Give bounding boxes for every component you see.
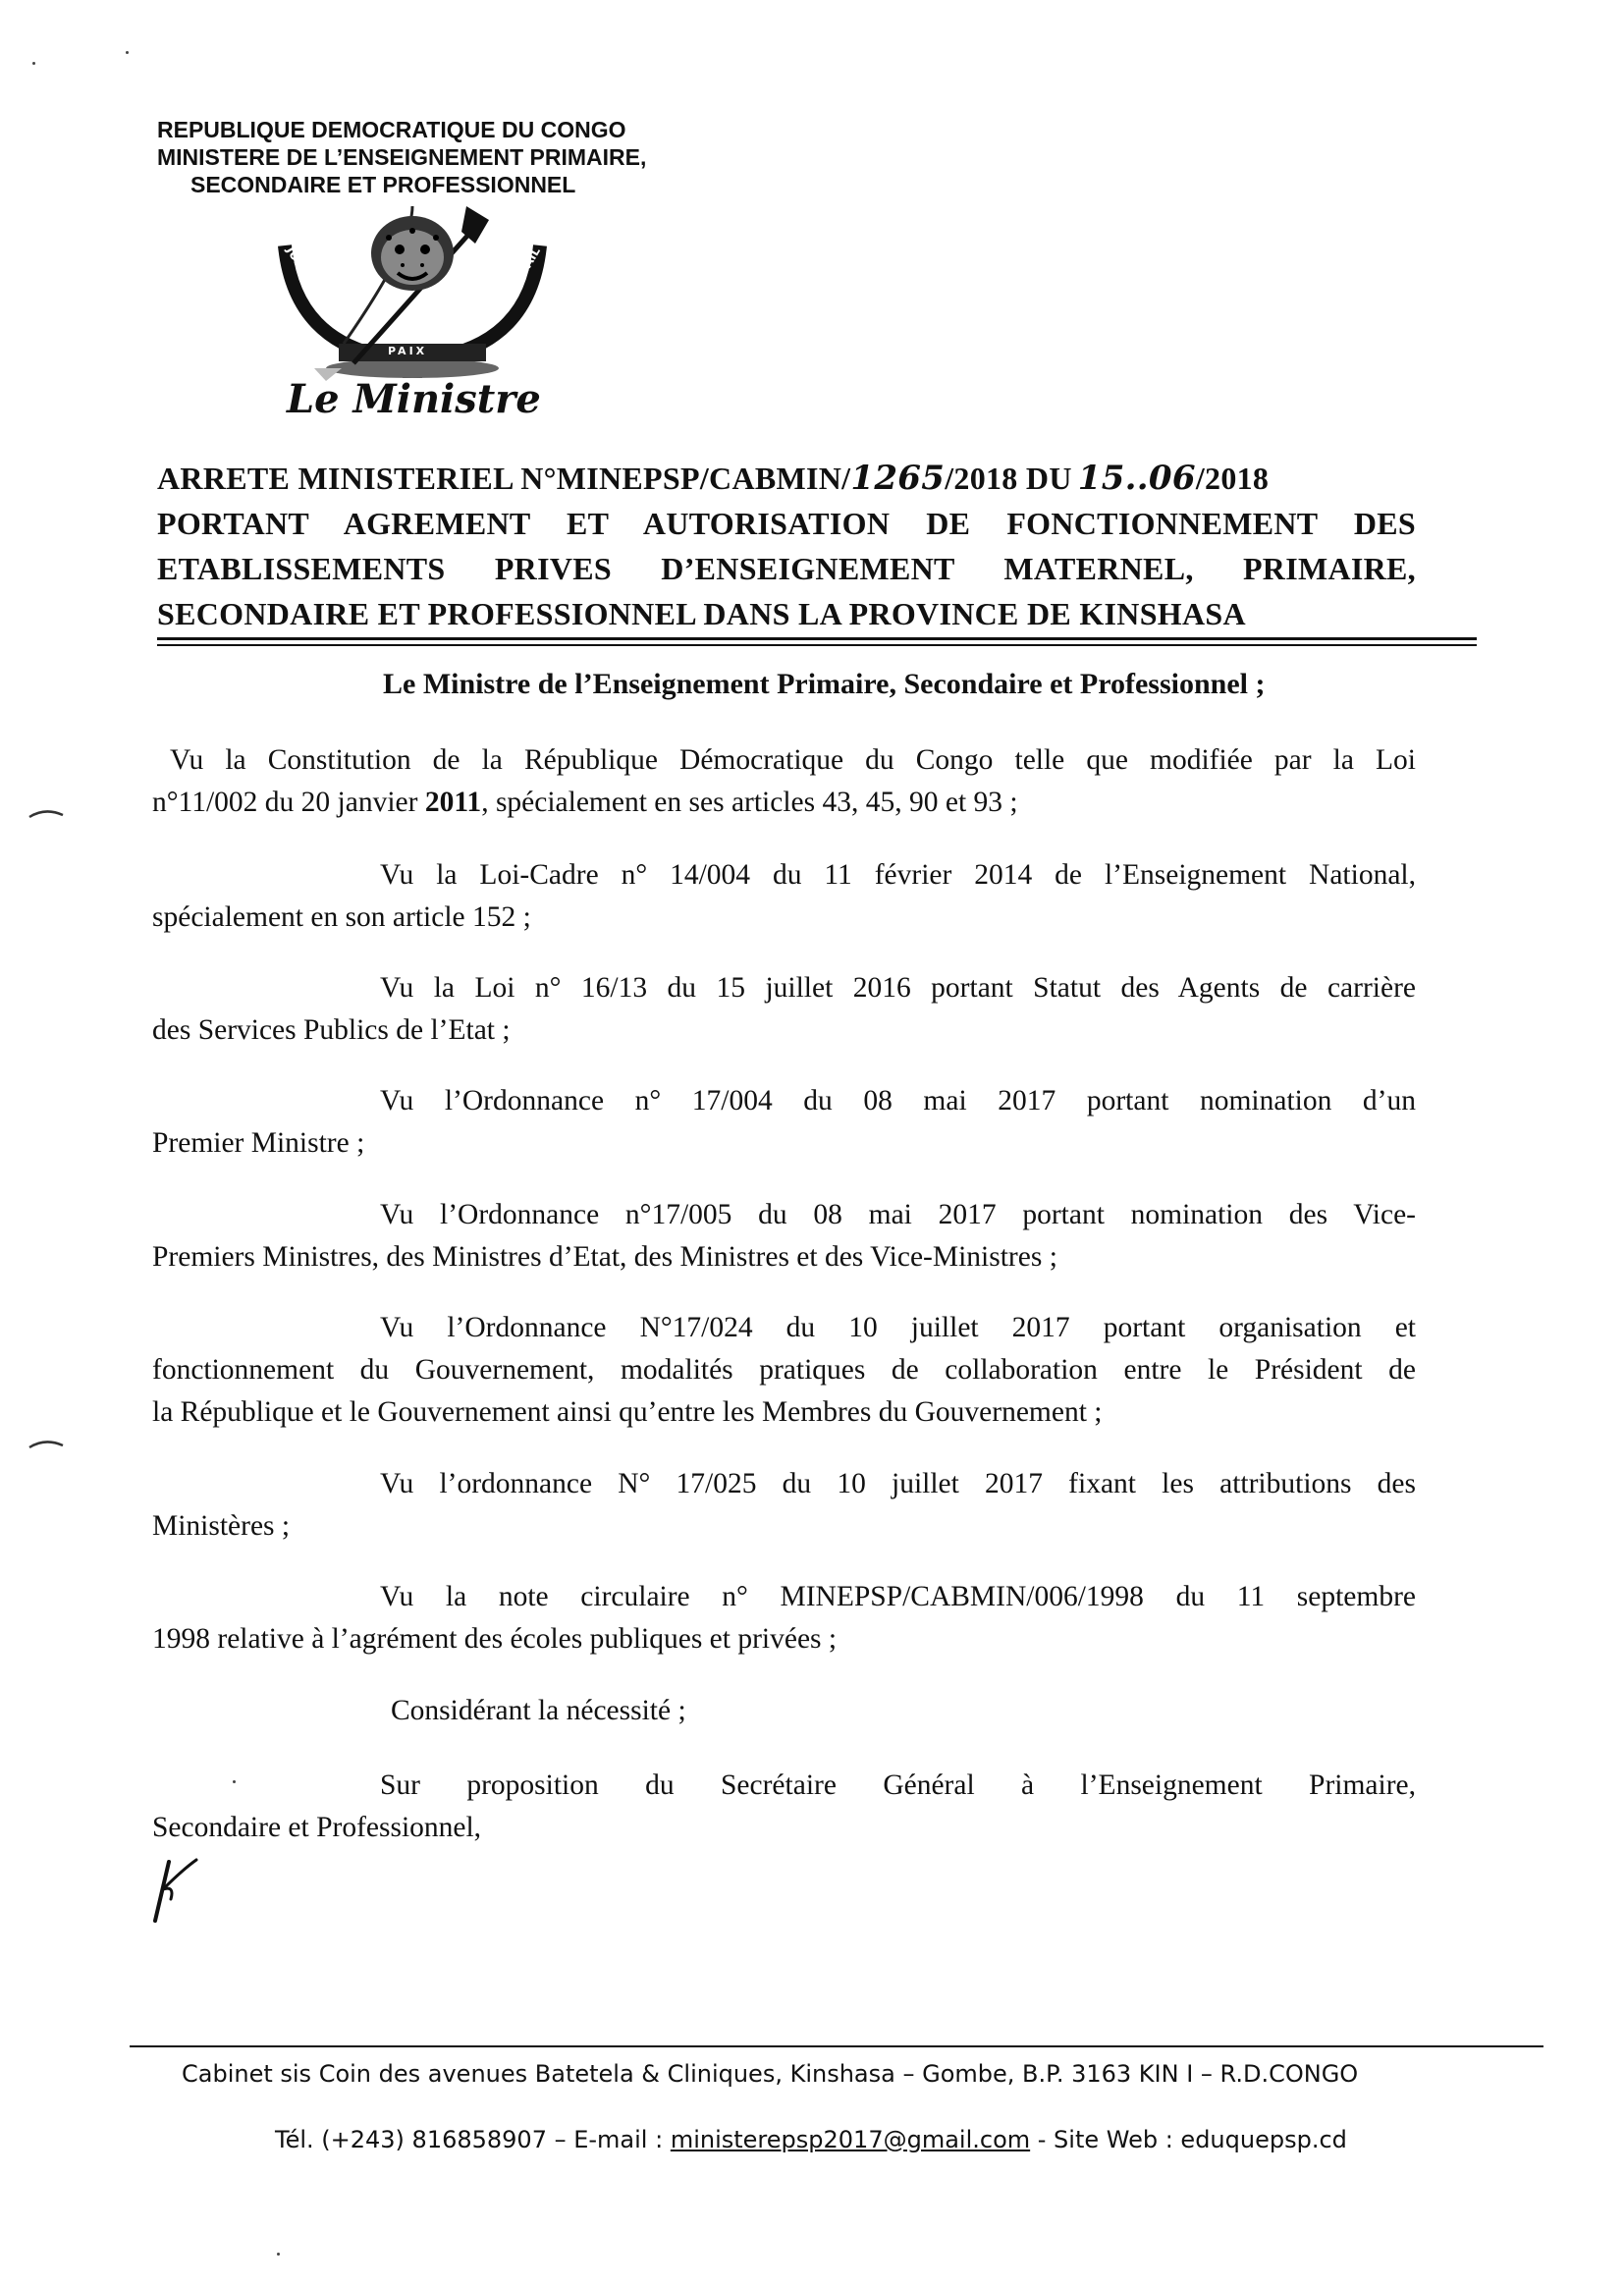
ministry-header-line1: REPUBLIQUE DEMOCRATIQUE DU CONGO bbox=[157, 117, 626, 142]
considering-necessity: Considérant la nécessité ; bbox=[391, 1695, 686, 1726]
whereas-loi-statut-line1: Vu la Loi n° 16/13 du 15 juillet 2016 portant Statut des Agents de carrière bbox=[380, 972, 1416, 1004]
constitution-articles-text: , spécialement en ses articles 43, 45, 90 et 93 ; bbox=[481, 787, 1018, 818]
decree-number-handwritten: 1265 bbox=[850, 459, 946, 498]
punch-hole-mark bbox=[27, 1436, 67, 1451]
title-double-rule-top bbox=[157, 637, 1477, 640]
emblem-motto-justice: JUSTICE bbox=[284, 244, 322, 297]
whereas-ordonnance-17-024-line3: la République et le Gouvernement ainsi qu’entre les Membres du Gouvernement ; bbox=[152, 1396, 1103, 1428]
whereas-ordonnance-17-004-line1: Vu l’Ordonnance n° 17/004 du 08 mai 2017 portant nomination d’un bbox=[380, 1085, 1416, 1116]
whereas-ordonnance-17-024 bbox=[152, 1307, 1416, 1434]
whereas-ordonnance-17-024-line2: fonctionnement du Gouvernement, modalités pratiques de collaboration entre le Président de bbox=[152, 1354, 1416, 1386]
whereas-note-circulaire-line1: Vu la note circulaire n° MINEPSP/CABMIN/006/1998 du 11 septembre bbox=[380, 1581, 1416, 1612]
whereas-note-circulaire bbox=[152, 1576, 1416, 1660]
ministry-header-line2: MINISTERE DE L’ENSEIGNEMENT PRIMAIRE, bbox=[157, 144, 647, 170]
decree-title-line2: PORTANT AGREMENT ET AUTORISATION DE FONCTIONNEMENT DES bbox=[157, 506, 1416, 541]
whereas-ordonnance-17-005 bbox=[152, 1194, 1416, 1279]
whereas-ordonnance-17-025 bbox=[152, 1463, 1416, 1548]
whereas-ordonnance-17-004-line2: Premier Ministre ; bbox=[152, 1127, 365, 1159]
decree-date-suffix: /2018 bbox=[1195, 461, 1270, 496]
scan-speck bbox=[126, 51, 129, 54]
constitution-ref-text: n°11/002 du 20 janvier bbox=[152, 787, 425, 818]
whereas-ordonnance-17-024-line1: Vu l’Ordonnance N°17/024 du 10 juillet 2017 portant organisation et bbox=[380, 1312, 1416, 1343]
initials-mark-icon bbox=[147, 1856, 206, 1925]
punch-hole-mark bbox=[27, 805, 67, 821]
scan-speck bbox=[277, 2253, 280, 2256]
emblem-motto-travail: TRAVAIL bbox=[503, 245, 543, 299]
whereas-constitution-line2 bbox=[152, 787, 1018, 818]
whereas-ordonnance-17-004 bbox=[152, 1080, 1416, 1165]
proposal-line2: Secondaire et Professionnel, bbox=[152, 1812, 482, 1843]
ministry-header-line3: SECONDAIRE ET PROFESSIONNEL bbox=[190, 172, 576, 197]
whereas-loi-cadre-line2: spécialement en son article 152 ; bbox=[152, 901, 531, 933]
minister-heading: Le Ministre de l’Enseignement Primaire, Secondaire et Professionnel ; bbox=[383, 668, 1266, 700]
scan-speck bbox=[32, 62, 35, 65]
whereas-loi-statut-line2: des Services Publics de l’Etat ; bbox=[152, 1014, 511, 1046]
footer-rule bbox=[130, 2045, 1543, 2047]
footer-email-link[interactable]: ministerepsp2017@gmail.com bbox=[670, 2126, 1031, 2153]
emblem-motto-paix: PAIX bbox=[388, 345, 428, 357]
whereas-ordonnance-17-025-line2: Ministères ; bbox=[152, 1510, 291, 1542]
footer-website: - Site Web : eduquepsp.cd bbox=[1030, 2126, 1347, 2153]
whereas-constitution-line1: Vu la Constitution de la République Démocratique du Congo telle que modifiée par la Loi bbox=[170, 744, 1416, 776]
footer-address: Cabinet sis Coin des avenues Batetela & Cliniques, Kinshasa – Gombe, B.P. 3163 KIN I – R.D.CONGO bbox=[182, 2060, 1359, 2088]
whereas-loi-statut bbox=[152, 967, 1416, 1052]
whereas-note-circulaire-line2: 1998 relative à l’agrément des écoles publiques et privées ; bbox=[152, 1623, 838, 1655]
whereas-constitution bbox=[152, 739, 1416, 824]
decree-title-line1 bbox=[157, 460, 1416, 498]
decree-title-line4: SECONDAIRE ET PROFESSIONNEL DANS LA PROVINCE DE KINSHASA bbox=[157, 596, 1246, 631]
decree-number-suffix: /2018 DU bbox=[945, 461, 1072, 496]
title-double-rule-bottom bbox=[157, 644, 1477, 646]
proposal-line1: Sur proposition du Secrétaire Général à l’Enseignement Primaire, bbox=[380, 1769, 1416, 1801]
footer-phone: Tél. (+243) 816858907 – E-mail : bbox=[275, 2126, 671, 2153]
constitution-year: 2011 bbox=[424, 787, 482, 818]
whereas-ordonnance-17-025-line1: Vu l’ordonnance N° 17/025 du 10 juillet 2017 fixant les attributions des bbox=[380, 1468, 1416, 1499]
footer-contact bbox=[275, 2126, 1347, 2153]
whereas-loi-cadre-line1: Vu la Loi-Cadre n° 14/004 du 11 février 2014 de l’Enseignement National, bbox=[380, 859, 1416, 891]
whereas-ordonnance-17-005-line1: Vu l’Ordonnance n°17/005 du 08 mai 2017 portant nomination des Vice- bbox=[380, 1199, 1416, 1230]
whereas-ordonnance-17-005-line2: Premiers Ministres, des Ministres d’Etat, des Ministres et des Vice-Ministres ; bbox=[152, 1241, 1057, 1273]
proposal-paragraph bbox=[152, 1765, 1416, 1849]
decree-date-handwritten: 15..06 bbox=[1077, 459, 1196, 498]
decree-number-label: ARRETE MINISTERIEL N°MINEPSP/CABMIN/ bbox=[157, 461, 851, 496]
minister-signature-title: Le Ministre bbox=[287, 376, 541, 422]
whereas-loi-cadre bbox=[152, 854, 1416, 939]
decree-title-line3: ETABLISSEMENTS PRIVES D’ENSEIGNEMENT MATERNEL, PRIMAIRE, bbox=[157, 551, 1416, 586]
